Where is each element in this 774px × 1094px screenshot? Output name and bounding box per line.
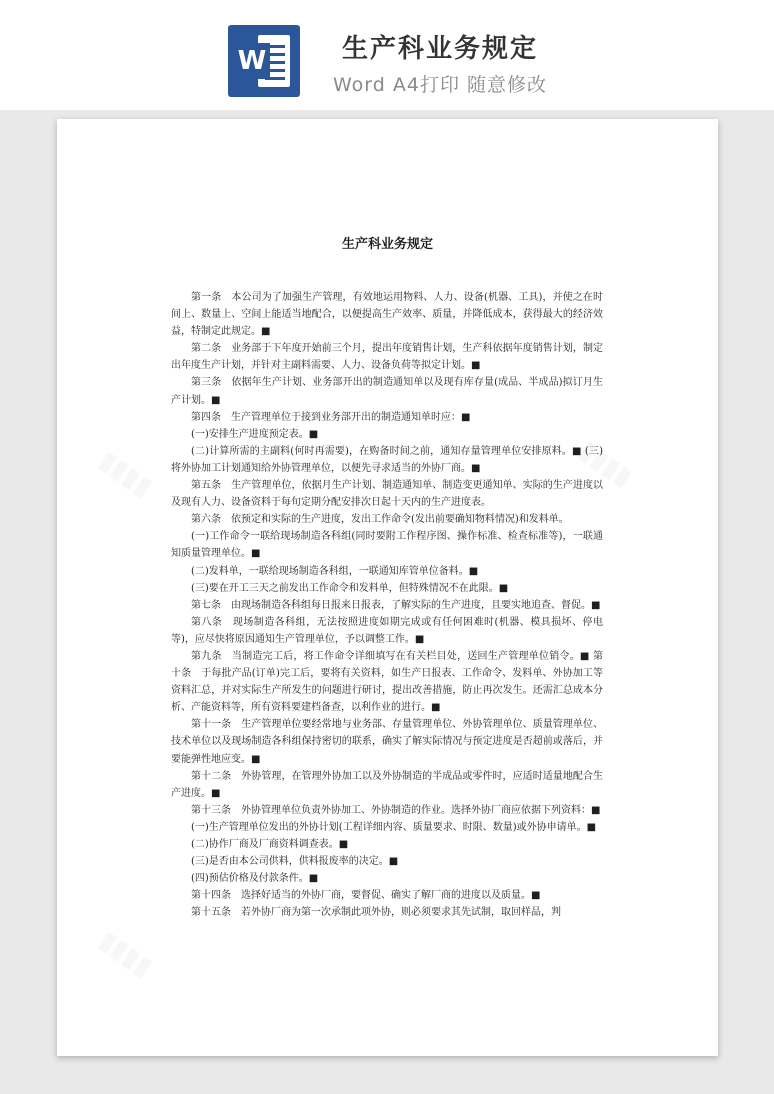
paragraph: (三)是否由本公司供料，供料报废率的决定。■ <box>191 856 399 868</box>
paragraph: 第五条 生产管理单位，依据月生产计划、制造通知单、制造变更通知单、实际的生产进度以及现有人力、设备资料于每旬定期分配安排次日起十天内的生产进度表。 <box>171 480 603 509</box>
header-title: 生产科业务规定 <box>341 34 538 64</box>
paragraph: (二)发料单，一联给现场制造各科组，一联通知库管单位备料。■ <box>191 565 479 577</box>
paragraph: (二)计算所需的主副料(何时再需要)，在购备时间之前，通知存量管理单位安排原料。■ (三)将外协加工计划通知给外协管理单位，以便先寻求适当的外协厂商。■ <box>171 445 603 474</box>
paragraph: 第十四条 选择好适当的外协厂商，要督促、确实了解厂商的进度以及质量。■ <box>191 890 541 902</box>
paragraph: (一)工作命令一联给现场制造各科组(同时要附工作程序图、操作标准、检查标准等)，一联通知质量管理单位。■ <box>171 531 603 560</box>
paragraph: 第四条 生产管理单位于接到业务部开出的制造通知单时应：■ <box>191 411 471 423</box>
paragraph: (三)要在开工三天之前发出工作命令和发料单，但特殊情况不在此限。■ <box>191 582 509 594</box>
page-header <box>0 0 774 110</box>
paragraph: 第十五条 若外协厂商为第一次承制此项外协，则必须要求其先试制，取回样品，判 <box>191 907 561 919</box>
document-page <box>57 119 718 1056</box>
paragraph: 第六条 依预定和实际的生产进度，发出工作命令(发出前要确知物料情况)和发料单。 <box>191 514 569 526</box>
paragraph: 第十三条 外协管理单位负责外协加工、外协制造的作业。选择外协厂商应依据下列资料：■ <box>191 804 601 816</box>
paragraph: (一)安排生产进度预定表。■ <box>191 428 319 440</box>
paragraph: 第二条 业务部于下年度开始前三个月，提出年度销售计划，生产科依据年度销售计划，制定出年度生产计划，并针对主副料需要、人力、设备负荷等拟定计划。■ <box>171 343 603 372</box>
document-title: 生产科业务规定 <box>341 237 433 252</box>
paragraph: (二)协作厂商及厂商资料调查表。■ <box>191 839 349 850</box>
paragraph: (四)预估价格及付款条件。■ <box>191 873 319 885</box>
header-subtitle: Word A4打印 随意修改 <box>332 74 547 96</box>
watermark-mark: ▮▮▮▮ <box>93 445 158 503</box>
watermark-mark: ▮▮▮▮ <box>573 435 638 493</box>
paragraph: (一)生产管理单位发出的外协计划(工程详细内容、质量要求、时限、数量)或外协申请单。■ <box>191 821 597 833</box>
paragraph: 第十二条 外协管理，在管理外协加工以及外协制造的半成品或零件时，应适时适量地配合生产进度。■ <box>171 770 603 799</box>
paragraph: 第九条 当制造完工后，将工作命令详细填写在有关栏目处，送回生产管理单位销令。■ 第十条 于每批产品(订单)完工后，要将有关资料，如生产日报表、工作命令、发料单、外协加工等资料汇总，并对实际生产所发生的问题进行研讨，提出改善措施，防止再次发生。还需汇总成本分析、产能资料等，所有资料要建档备查，以利作业的进行。■ <box>171 650 603 714</box>
paragraph: 第一条 本公司为了加强生产管理，有效地运用物料、人力、设备(机器、工具)，并使之在时间上、数量上、空间上能适当地配合，以便提高生产效率、质量，并降低成本，获得最大的经济效益，特制定此规定。■ <box>171 292 603 338</box>
paragraph: 第三条 依据年生产计划、业务部开出的制造通知单以及现有库存量(成品、半成品)拟订月生产计划。■ <box>171 377 603 406</box>
paragraph: 第七条 由现场制造各科组每日报来日报表，了解实际的生产进度，且要实地追查、督促。■ <box>191 599 601 611</box>
word-app-icon <box>228 25 300 97</box>
watermark-mark: ▮▮▮▮ <box>93 925 158 983</box>
document-body <box>171 289 603 921</box>
paragraph: 第十一条 生产管理单位要经常地与业务部、存量管理单位、外协管理单位、质量管理单位、技术单位以及现场制造各科组保持密切的联系，确实了解实际情况与预定进度是否超前或落后，并要能弹性地应变。■ <box>171 719 603 765</box>
paragraph: 第八条 现场制造各科组，无法按照进度如期完成或有任何困难时(机器、模具损坏、停电等)，应尽快将原因通知生产管理单位，予以调整工作。■ <box>171 616 603 645</box>
word-letter-badge: W <box>234 43 270 79</box>
